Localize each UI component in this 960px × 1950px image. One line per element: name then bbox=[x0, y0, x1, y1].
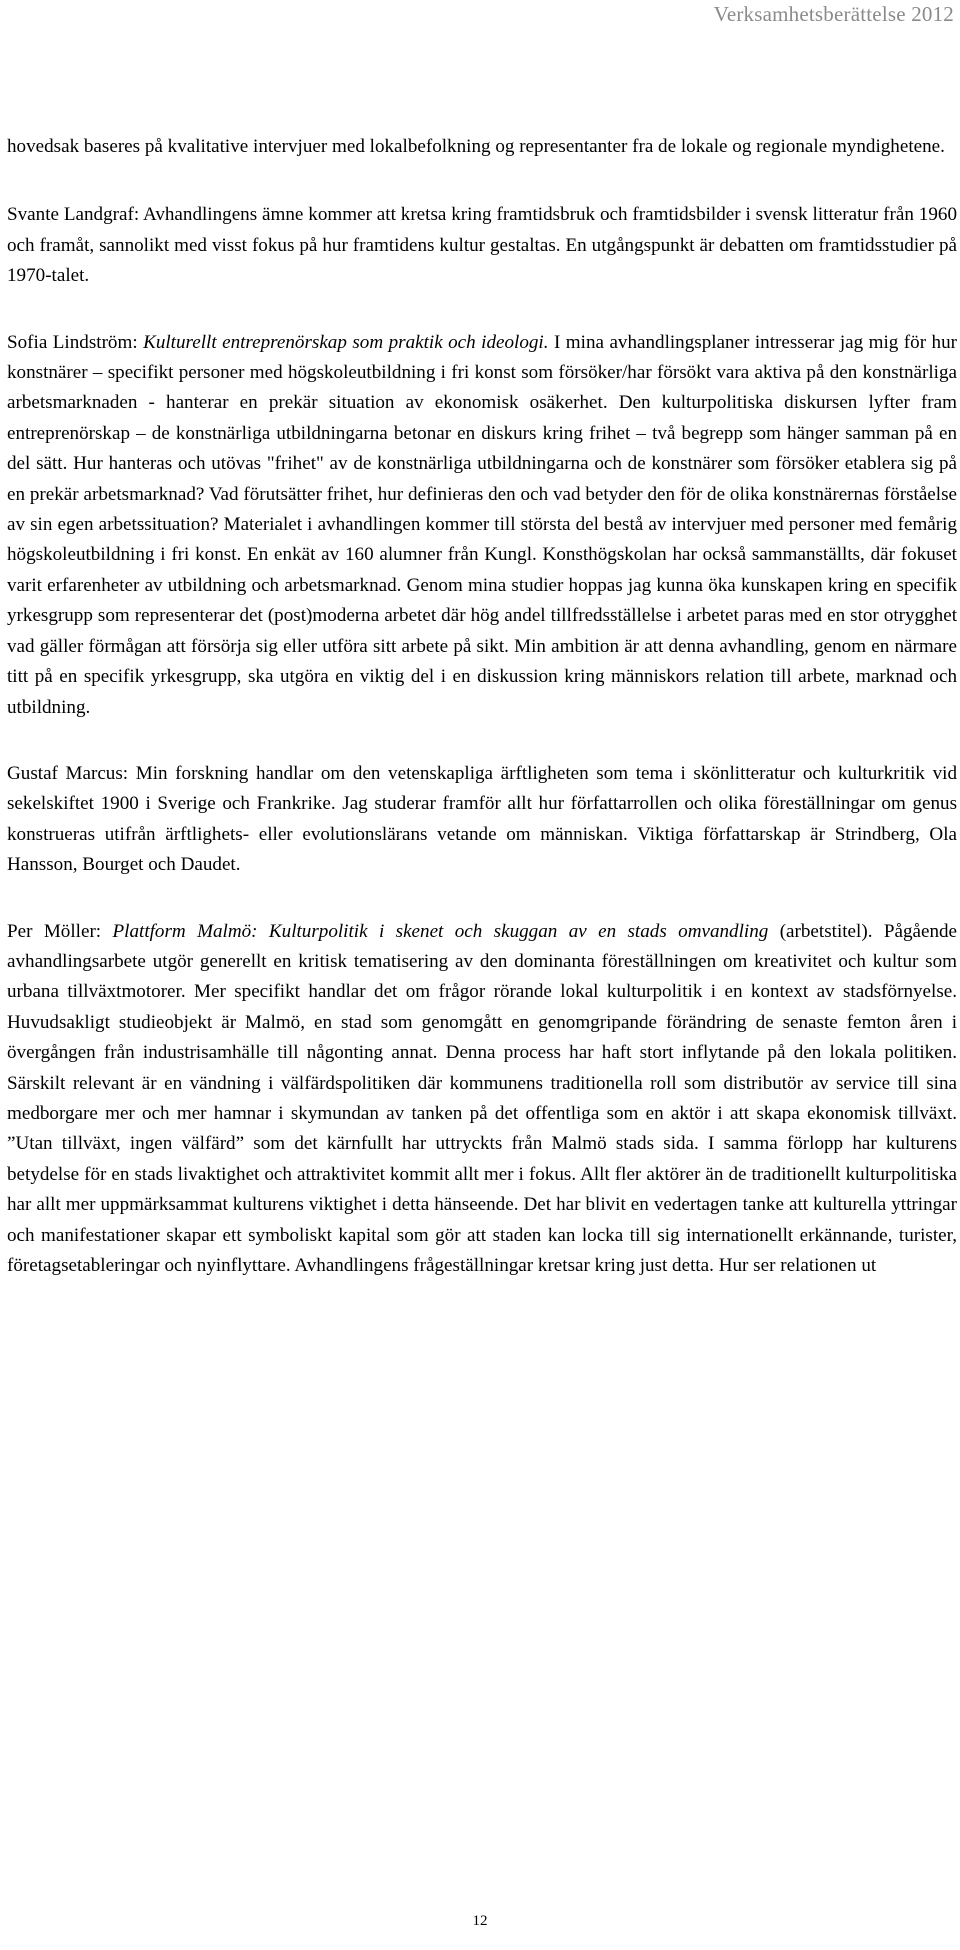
paragraph-sofia-lindstrom bbox=[7, 328, 957, 723]
paragraph-text: Svante Landgraf: Avhandlingens ämne kommer att kretsa kring framtidsbruk och framtidsbilder i svensk litteratur från 1960 och framåt, sannolikt med visst fokus på hur framtidens kultur gestaltas. En utgångspunkt är debatten om framtidsstudier på 1970-talet. bbox=[7, 204, 957, 287]
paragraph-norwegian-continuation bbox=[7, 132, 957, 162]
paragraph-text: hovedsak baseres på kvalitative intervjuer med lokalbefolkning og representanter fra de lokale og regionale myndighetene. bbox=[7, 136, 945, 157]
paragraph-text: (arbetstitel). Pågående avhandlingsarbete utgör generellt en kritisk tematisering av den dominanta föreställningen om kreativitet och kultur som urbana tillväxtmotorer. Mer specifikt handlar det om frågor rörande lokal kulturpolitik i en kontext av stadsförnyelse. Huvudsakligt studieobjekt är Malmö, en stad som genomgått en genomgripande förändring de senaste femton åren i övergången från industrisamhälle till någonting annat. Denna process har haft stort inflytande på den lokala politiken. Särskilt relevant är en vändning i välfärdspolitiken där kommunens traditionella roll som distributör av service till sina medborgare mer och mer hamnar i skymundan av tanken på det offentliga som en aktör i att skapa ekonomisk tillväxt. ”Utan tillväxt, ingen välfärd” som det kärnfullt har uttryckts från Malmö stads sida. I samma förlopp har kulturens betydelse för en stads livaktighet och attraktivitet kommit allt mer i fokus. Allt fler aktörer än de traditionellt kulturpolitiska har allt mer uppmärksammat kulturens viktighet i detta hänseende. Det har blivit en vedertagen tanke att kulturella yttringar och manifestationer skapar ett symboliskt kapital som gör att staden kan locka till sig internationellt erkännande, turister, företagsetableringar och nyinflyttare. Avhandlingens frågeställningar kretsar kring just detta. Hur ser relationen ut bbox=[7, 920, 958, 1276]
paragraph-per-moller bbox=[7, 917, 957, 1282]
dissertation-title: Kulturellt entreprenörskap som praktik och ideologi. bbox=[143, 331, 549, 353]
running-header-title: Verksamhetsberättelse 2012 bbox=[713, 2, 954, 26]
page-number: 12 bbox=[472, 1913, 488, 1929]
document-body bbox=[7, 132, 957, 1281]
author-lead: Per Möller: bbox=[7, 920, 113, 942]
paragraph-text: Gustaf Marcus: Min forskning handlar om den vetenskapliga ärftligheten som tema i skönlitteratur och kulturkritik vid sekelskiftet 1900 i Sverige och Frankrike. Jag studerar framför allt hur författarrollen och olika föreställningar om genus konstrueras utifrån ärftlighets- eller evolutionslärans vetande om människan. Viktiga författarskap är Strindberg, Ola Hansson, Bourget och Daudet. bbox=[7, 762, 957, 876]
author-lead: Sofia Lindström: bbox=[7, 331, 144, 353]
paragraph-svante-landgraf bbox=[7, 200, 957, 291]
paragraph-gustaf-marcus bbox=[7, 759, 957, 881]
paragraph-text: I mina avhandlingsplaner intresserar jag mig för hur konstnärer – specifikt personer med högskoleutbildning i fri konst som försöker/har försökt vara aktiva på den konstnärliga arbetsmarknaden - hanterar en prekär situation av ekonomisk osäkerhet. Den kulturpolitiska diskursen lyfter fram entreprenörskap – de konstnärliga utbildningarna betonar en diskurs kring frihet – två begrepp som hänger samman på en del sätt. Hur hanteras och utövas "frihet" av de konstnärliga utbildningarna och de konstnärer som försöker etablera sig på en prekär arbetsmarknad? Vad förutsätter frihet, hur definieras den och vad betyder den för de olika konstnärernas förståelse av sin egen arbetssituation? Materialet i avhandlingen kommer till största del bestå av intervjuer med personer med femårig högskoleutbildning i fri konst. En enkät av 160 alumner från Kungl. Konsthögskolan har också sammanställts, där fokuset varit erfarenheter av utbildning och arbetsmarknad. Genom mina studier hoppas jag kunna öka kunskapen kring en specifik yrkesgrupp som representerar det (post)moderna arbetet där hög andel tillfredsställelse i arbetet paras med en stor otrygghet vad gäller förmågan att försörja sig eller utföra sitt arbete på sikt. Min ambition är att denna avhandling, genom en närmare titt på en specifik yrkesgrupp, ska utgöra en viktig del i en diskussion kring människors relation till arbete, marknad och utbildning. bbox=[7, 331, 957, 718]
dissertation-title: Plattform Malmö: Kulturpolitik i skenet och skuggan av en stads omvandling bbox=[112, 920, 769, 942]
